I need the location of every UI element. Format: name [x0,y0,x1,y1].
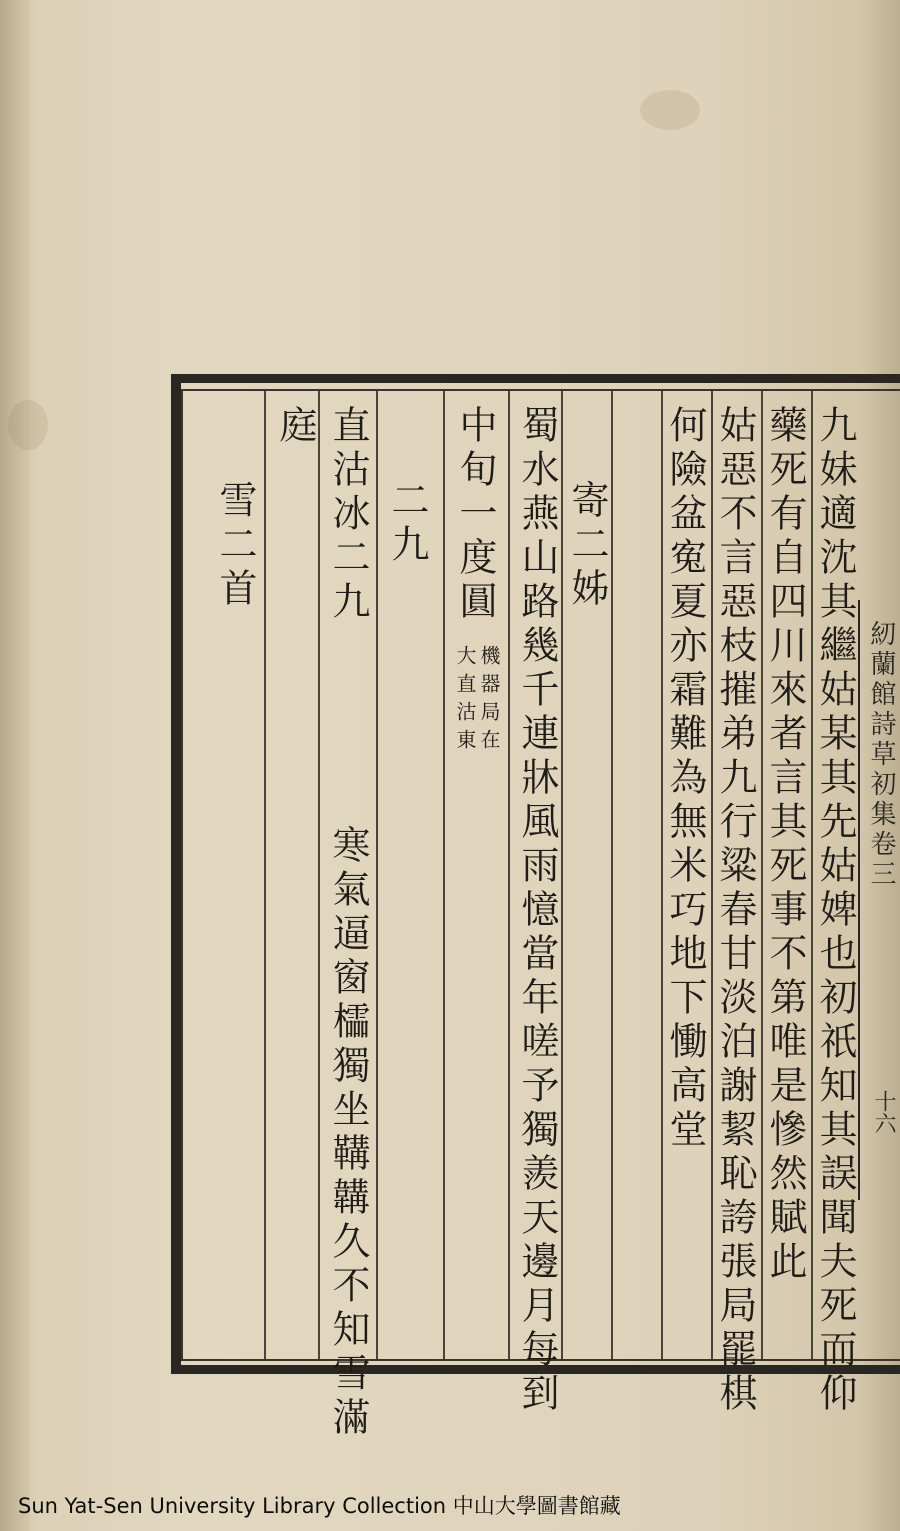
note-line-left: 大直沽東 [453,645,477,757]
note-line-right: 機器局在 [477,645,501,757]
text-column [762,405,808,1285]
poem-title-column [564,480,610,612]
text-column [514,405,560,1417]
column-text: 九妹適沈其繼姑某其先姑婢也初祇知其誤聞夫死而仰 [813,405,857,1417]
paper-stain [8,400,48,450]
poem-title-column [384,480,430,568]
left-page-fold [0,0,30,1531]
column-text: 藥死有自四川來者言其死事不第唯是慘然賦此 [763,405,807,1285]
poem-title: 二九 [385,480,429,568]
column-rule [318,391,320,1359]
column-rule [376,391,378,1359]
column-rule [611,391,613,1359]
spine-title: 紉蘭館詩草初集卷三 [866,620,896,890]
column-rule [508,391,510,1359]
column-rule [561,391,563,1359]
text-column [325,405,371,625]
spine-page-number: 十六 [871,1090,896,1134]
column-text-head: 直沽冰二九 [326,405,370,625]
column-text-tail: 寒氣逼窗櫺獨坐鞲韝久不知雪滿 [326,825,370,1441]
poem-title-column [212,480,258,612]
column-rule [443,391,445,1359]
text-column [812,405,858,1417]
text-column [452,405,498,625]
text-column [712,405,758,1417]
column-text: 姑惡不言惡枝摧弟九行粱春甘淡泊謝絜恥誇張局罷棋 [713,405,757,1417]
column-rule [264,391,266,1359]
text-column-tail [325,825,371,1441]
poem-title: 寄二姊 [565,480,609,612]
collection-caption: Sun Yat-Sen University Library Collection 中山大學圖書館藏 [18,1494,621,1518]
column-text: 蜀水燕山路幾千連牀風雨憶當年嗟予獨羨天邊月每到 [515,405,559,1417]
text-column [272,405,318,449]
text-column [662,405,708,1153]
paper-stain [640,90,700,130]
column-text: 庭 [273,405,317,449]
poem-title: 雪二首 [213,480,257,612]
interlinear-note [322,645,500,757]
column-text: 何險盆寃夏亦霜難為無米巧地下慟高堂 [663,405,707,1153]
column-text: 中旬一度圓 [453,405,497,625]
